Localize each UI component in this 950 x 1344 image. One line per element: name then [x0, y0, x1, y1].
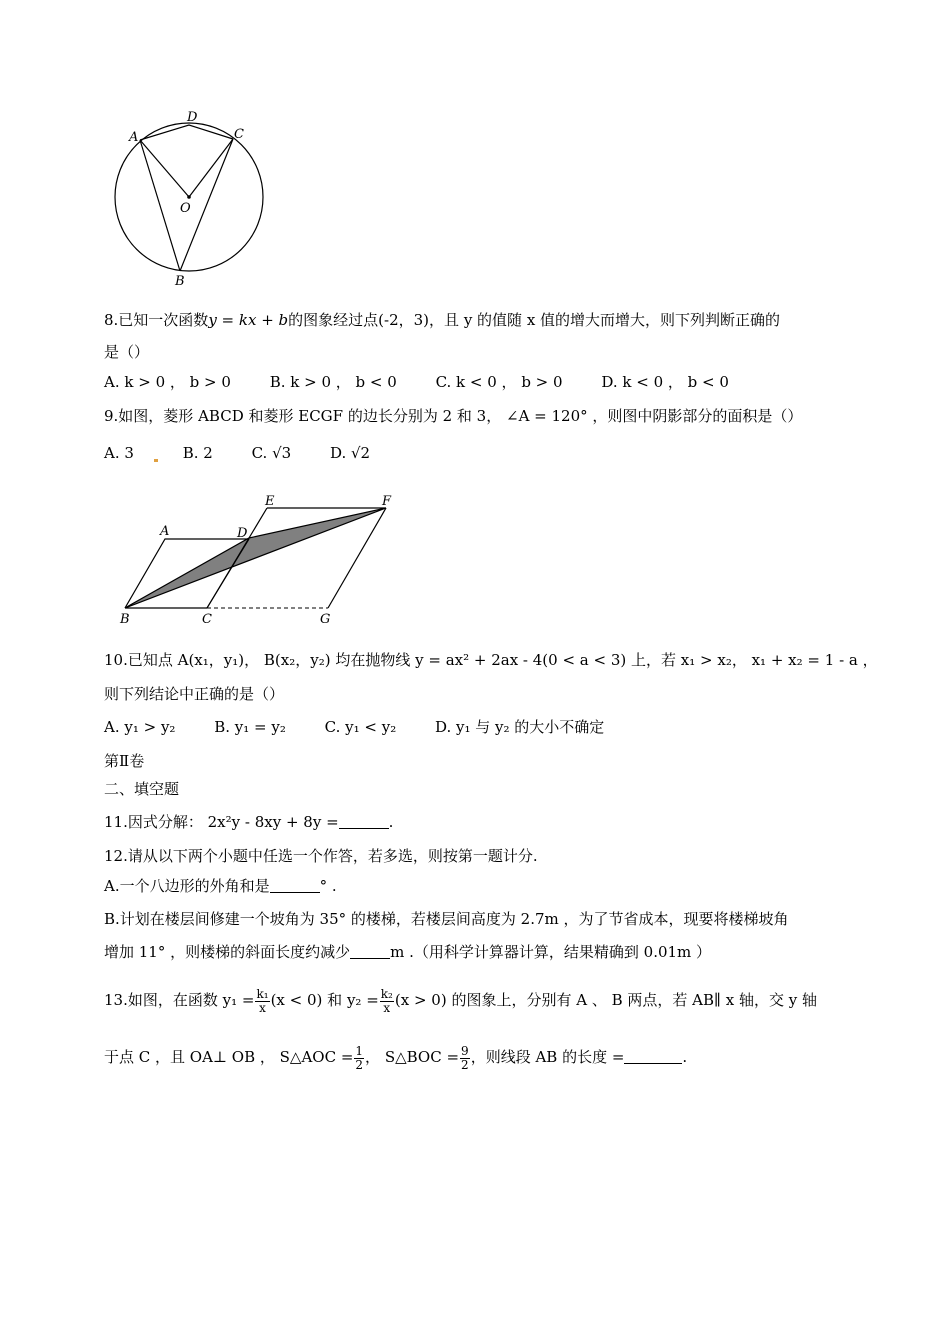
q10-stem: 10.已知点 A(x₁，y₁)， B(x₂，y₂) 均在抛物线 y = ax² + 2ax - 4(0 < a < 3) 上，若 x₁ > x₂， x₁ + x₂ = 1 - a ， [104, 651, 878, 669]
q8-line2: 是（） [104, 343, 150, 361]
label-d: D [187, 110, 198, 125]
q11-line: 11.因式分解： 2x²y - 8xy + 8y = . [104, 813, 394, 831]
center-point [187, 195, 191, 199]
q9-options [104, 443, 404, 463]
q8-option-a: A. k > 0 ， b > 0 [104, 373, 231, 391]
label-a: A [160, 524, 170, 539]
fraction-k2-x: $\frac{\text{k₂}}{x}$ [380, 986, 393, 1015]
fraction-1-2: $\frac{1}{2}$ [355, 1043, 364, 1072]
label-d: D [237, 526, 248, 541]
q10-options [104, 717, 638, 737]
q13-line1: 13.如图，在函数 y₁ = $\frac{\text{k₁}}{x}$ (x < 0) 和 y₂ = $\frac{\text{k₂}}{x}$ (x > 0) 的图象上，分别有 A 、 B 两点，若 AB∥ x 轴，交 y 轴 [104, 986, 817, 1015]
q9-stem: 9.如图，菱形 ABCD 和菱形 ECGF 的边长分别为 2 和 3， ∠A = 120° ，则图中阴影部分的面积是（） [104, 407, 803, 425]
q9-option-c: C. √3 [251, 444, 292, 462]
fraction-9-2: $\frac{9}{2}$ [461, 1043, 469, 1072]
q8-option-c: C. k < 0 ， b > 0 [435, 373, 563, 391]
shaded-triangle [125, 508, 386, 608]
q12-b-blank[interactable] [350, 944, 390, 959]
q10-option-a: A. y₁ > y₂ [104, 718, 176, 736]
q9-option-b: B. 2 [182, 444, 213, 462]
label-f: F [382, 494, 392, 509]
q12-stem: 12.请从以下两个小题中任选一个作答，若多选，则按第一题计分. [104, 847, 538, 865]
q12-b-line2: 增加 11° ，则楼梯的斜面长度约减少 m .（用科学计算器计算，结果精确到 0.01m ） [104, 943, 712, 961]
label-b: B [120, 612, 130, 627]
q12-b-line1: B.计划在楼层间修建一个坡角为 35° 的楼梯，若楼层间高度为 2.7m ，为了节省成本，现要将楼梯坡角 [104, 910, 789, 928]
q12-a-blank[interactable] [270, 878, 320, 893]
q10-option-c: C. y₁ < y₂ [324, 718, 397, 736]
label-e: E [265, 494, 275, 509]
label-c: C [202, 612, 212, 627]
q8-option-d: D. k < 0 ， b < 0 [601, 373, 729, 391]
q8-line1: 8.已知一次函数y = kx + b的图象经过点(-2，3)，且 y 的值随 x 值的增大而增大，则下列判断正确的 [104, 311, 781, 329]
q12-a: A.一个八边形的外角和是 ° . [104, 877, 337, 895]
part-heading: 第Ⅱ卷 [104, 752, 145, 770]
q10-option-d: D. y₁ 与 y₂ 的大小不确定 [435, 718, 605, 736]
line-ao [140, 140, 189, 197]
q10-option-b: B. y₁ = y₂ [214, 718, 286, 736]
label-g: G [320, 612, 331, 627]
section-heading: 二、填空题 [104, 780, 180, 798]
line-co [189, 139, 233, 197]
q10-line2: 则下列结论中正确的是（） [104, 685, 285, 703]
q8-options [104, 372, 763, 392]
q13-blank[interactable] [624, 1049, 682, 1064]
orange-dot-mark [154, 459, 158, 462]
rhombus-figure [110, 488, 410, 628]
label-b: B [175, 274, 185, 289]
label-o: O [180, 201, 191, 216]
q9-option-a: A. 3 [104, 444, 134, 462]
label-c: C [234, 127, 244, 142]
label-a: A [129, 130, 139, 145]
q11-blank[interactable] [339, 814, 389, 829]
q13-line2: 于点 C ，且 OA⊥ OB ， S△AOC = $\frac{1}{2}$ ， S△BOC = $\frac{9}{2}$ ，则线段 AB 的长度 = . [104, 1043, 688, 1072]
line-ab [140, 140, 180, 271]
circle-figure [105, 105, 275, 290]
q8-option-b: B. k > 0 ， b < 0 [269, 373, 397, 391]
fraction-k1-x: $\frac{\text{k₁}}{x}$ [256, 986, 269, 1015]
q9-option-d: D. √2 [329, 444, 371, 462]
